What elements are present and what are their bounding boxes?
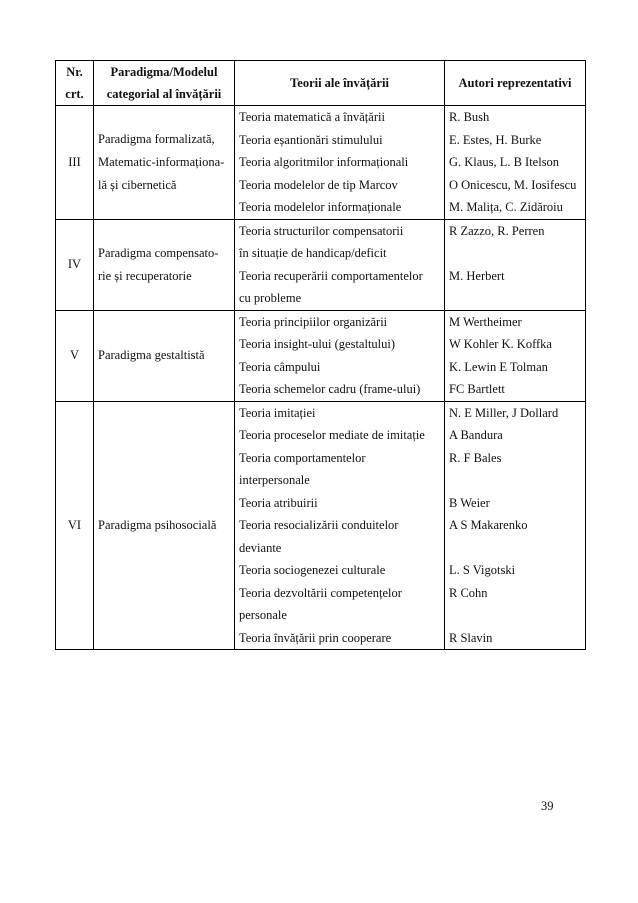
author-line: R Slavin [449, 630, 493, 645]
author-line: M. Malița, C. Zidăroiu [449, 200, 563, 214]
paradigm-cell [94, 106, 235, 220]
author-line: R. F Bales [449, 450, 502, 465]
author-line: FC Bartlett [449, 382, 505, 396]
paradigm-line: lă și cibernetică [98, 177, 177, 192]
author-line [449, 287, 581, 310]
theory-line: Teoria modelelor de tip Marcov [239, 177, 398, 192]
authors-cell [445, 310, 586, 401]
theories-cell [235, 310, 445, 401]
author-line: A S Makarenko [449, 518, 528, 532]
table-header-row [56, 61, 586, 106]
theory-line: Teoria modelelor informaționale [239, 200, 402, 214]
author-line [449, 604, 581, 627]
author-line: L. S Vigotski [449, 563, 516, 577]
theory-line: Teoria recuperării comportamentelor [239, 268, 423, 283]
author-line: R Cohn [449, 585, 488, 600]
paradigm-cell [94, 401, 235, 650]
theories-cell [235, 219, 445, 310]
paradigm-line: Matematic-informaționa- [98, 154, 225, 169]
paradigm-line: Paradigma psihosocială [98, 517, 217, 532]
authors-cell [445, 106, 586, 220]
theory-line: Teoria schemelor cadru (frame-ului) [239, 382, 421, 396]
author-line: O Onicescu, M. Iosifescu [449, 177, 577, 192]
theory-line: Teoria structurilor compensatorii [239, 223, 404, 238]
paradigm-line: Paradigma gestaltistă [98, 348, 205, 362]
paradigm-cell [94, 310, 235, 401]
theory-line: Teoria resocializării conduitelor [239, 518, 399, 532]
theory-line: Teoria câmpului [239, 359, 321, 374]
header-paradigma-line1: Paradigma/Modelul [110, 65, 218, 79]
authors-cell [445, 401, 586, 650]
paradigm-line: rie și recuperatorie [98, 268, 192, 283]
table-row [56, 219, 586, 310]
row-number-cell: III [56, 106, 94, 220]
theory-line: Teoria insight-ului (gestaltului) [239, 337, 396, 351]
page-number: 39 [541, 799, 554, 813]
table-row [56, 310, 586, 401]
theory-line: în situație de handicap/deficit [239, 246, 387, 260]
theory-line: Teoria învățării prin cooperare [239, 630, 392, 645]
author-line [449, 469, 581, 492]
authors-cell [445, 219, 586, 310]
author-line: M. Herbert [449, 268, 505, 283]
theory-line: deviante [239, 540, 282, 555]
theory-line: Teoria principiilor organizării [239, 314, 388, 329]
header-paradigma [94, 61, 235, 106]
author-line: M Wertheimer [449, 314, 522, 329]
header-nr-line1: Nr. [66, 65, 83, 79]
header-teorii: Teorii ale învățării [235, 61, 445, 106]
paradigm-line: Paradigma formalizată, [98, 131, 215, 146]
author-line: R Zazzo, R. Perren [449, 223, 545, 238]
learning-paradigms-table [55, 60, 586, 650]
header-paradigma-line2: categorial al învățării [106, 87, 222, 101]
author-line: N. E Miller, J Dollard [449, 405, 559, 420]
row-number-cell: V [56, 310, 94, 401]
author-line: A Bandura [449, 428, 503, 442]
theories-cell [235, 106, 445, 220]
theory-line: Teoria dezvoltării competențelor [239, 585, 402, 600]
author-line: E. Estes, H. Burke [449, 132, 542, 147]
author-line: R. Bush [449, 110, 490, 124]
theory-line: personale [239, 608, 287, 622]
theory-line: Teoria imitației [239, 405, 316, 420]
theory-line: Teoria algoritmilor informaționali [239, 155, 409, 169]
table-body [56, 106, 586, 650]
author-line [449, 242, 581, 265]
header-autori: Autori reprezentativi [445, 61, 586, 106]
row-number-cell: VI [56, 401, 94, 650]
table-row [56, 106, 586, 220]
theory-line: cu probleme [239, 291, 302, 305]
author-line: K. Lewin E Tolman [449, 359, 548, 374]
theory-line: Teoria eșantionări stimulului [239, 132, 383, 147]
theory-line: Teoria proceselor mediate de imitație [239, 428, 425, 442]
author-line [449, 537, 581, 560]
theory-line: Teoria atribuirii [239, 495, 318, 510]
theory-line: Teoria sociogenezei culturale [239, 563, 386, 577]
paradigm-cell [94, 219, 235, 310]
paradigm-line: Paradigma compensato- [98, 245, 219, 260]
header-nr-line2: crt. [65, 87, 84, 101]
row-number-cell: IV [56, 219, 94, 310]
author-line: B Weier [449, 495, 490, 510]
theory-line: interpersonale [239, 473, 310, 487]
theory-line: Teoria matematică a învățării [239, 110, 385, 124]
theories-cell [235, 401, 445, 650]
author-line: G. Klaus, L. B Itelson [449, 155, 560, 169]
author-line: W Kohler K. Koffka [449, 337, 552, 351]
header-nr [56, 61, 94, 106]
theory-line: Teoria comportamentelor [239, 450, 366, 465]
table-row [56, 401, 586, 650]
